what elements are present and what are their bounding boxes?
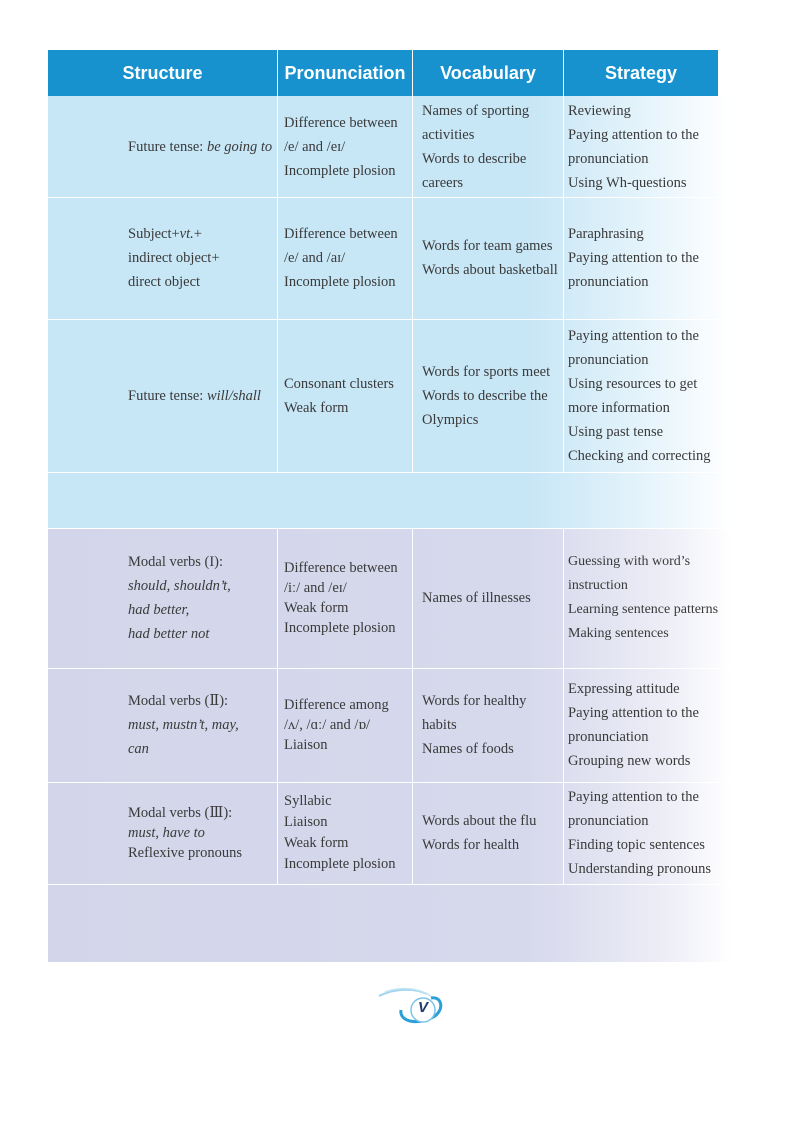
column-divider — [412, 528, 413, 884]
row6-pronunciation: Syllabic Liaison Weak form Incomplete plosion — [284, 793, 396, 872]
page-number-logo — [375, 986, 447, 1028]
row2-vocabulary: Words for team games Words about basketball — [422, 238, 558, 278]
swoosh-icon — [375, 986, 447, 1028]
row6-structure: Modal verbs (Ⅲ): must, have to Reflexive pronouns — [128, 805, 242, 861]
row5-pronunciation: Difference among /ʌ/, /ɑː/ and /ɒ/ Liaison — [284, 697, 389, 753]
row2-strategy: Paraphrasing Paying attention to the pronunciation — [568, 226, 699, 290]
row3-strategy: Paying attention to the pronunciation Using resources to get more information Using past tense Checking and correcting — [568, 327, 711, 464]
header-pronunciation: Pronunciation — [284, 63, 406, 83]
row5-vocabulary: Words for healthy habits Names of foods — [422, 693, 527, 757]
syllabus-table — [48, 50, 732, 962]
row4-strategy: Guessing with word’s instruction Learning sentence patterns Making sentences — [568, 554, 719, 641]
table-header — [48, 50, 718, 96]
header-structure: Structure — [122, 63, 203, 83]
row5-structure: Modal verbs (Ⅱ): must, mustn’t, may, can — [128, 693, 239, 757]
row5-strategy: Expressing attitude Paying attention to the pronunciation Grouping new words — [568, 681, 699, 769]
row3-pronunciation: Consonant clusters Weak form — [284, 375, 394, 416]
row3-vocabulary: Words for sports meet Words to describe the Olympics — [422, 363, 551, 428]
row2-structure: Subject+vt.+ indirect object+ direct object — [128, 226, 220, 290]
row6-vocabulary: Words about the flu Words for health — [422, 813, 537, 853]
row1-vocabulary: Names of sporting activities Words to describe careers — [422, 102, 530, 191]
row-divider — [48, 884, 732, 885]
column-divider — [563, 96, 564, 472]
row2-pronunciation: Difference between /e/ and /aɪ/ Incomplete plosion — [284, 226, 398, 290]
column-divider — [277, 528, 278, 884]
page-marker-text: V — [417, 999, 428, 1016]
column-divider — [412, 96, 413, 472]
row-divider — [48, 472, 732, 473]
row4-pronunciation: Difference between /iː/ and /eɪ/ Weak form Incomplete plosion — [284, 560, 398, 636]
row3-structure: Future tense: will/shall — [128, 387, 261, 404]
header-strategy: Strategy — [604, 63, 678, 83]
row4-vocabulary: Names of illnesses — [422, 590, 531, 606]
row6-strategy: Paying attention to the pronunciation Finding topic sentences Understanding pronouns — [568, 789, 711, 877]
row4-structure: Modal verbs (I): should, shouldn’t, had better, had better not — [128, 554, 231, 642]
column-divider — [277, 96, 278, 472]
column-divider — [563, 528, 564, 884]
row1-strategy: Reviewing Paying attention to the pronunciation Using Wh-questions — [568, 102, 699, 191]
row1-structure: Future tense: be going to — [128, 138, 273, 155]
row1-pronunciation: Difference between /e/ and /eɪ/ Incomplete plosion — [284, 114, 398, 179]
header-vocabulary: Vocabulary — [440, 63, 536, 83]
